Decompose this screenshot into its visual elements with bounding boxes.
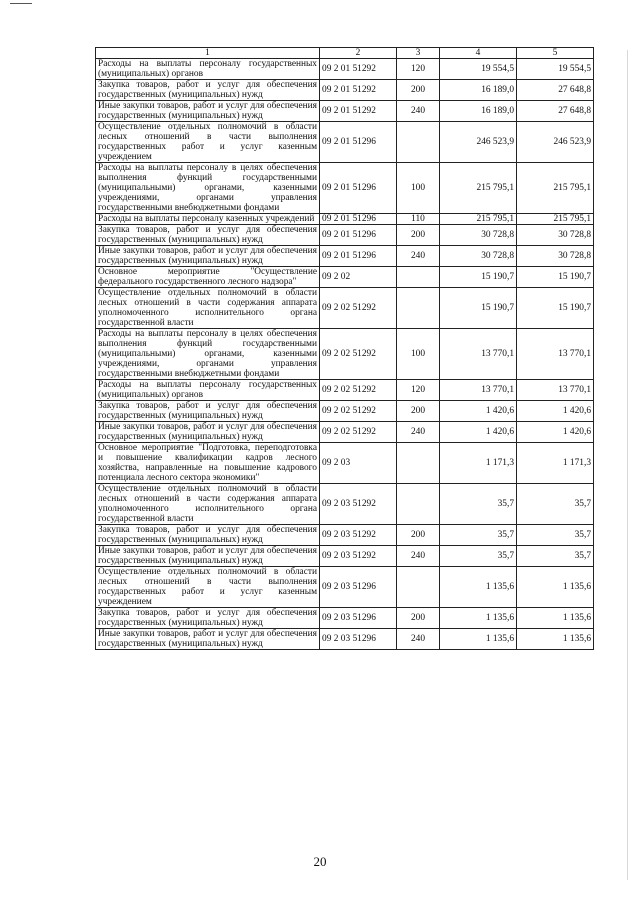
row-expense-type [397, 443, 440, 484]
row-value-2: 215 795,1 [517, 214, 594, 225]
row-value-1: 1 420,6 [440, 422, 517, 443]
row-name: Расходы на выплаты персоналу в целях обеспечения выполнения функций государственными (муниципальными) органами, казенными учреждениями, органами управления государственными внебюджетными фондами [96, 163, 320, 214]
row-code: 09 2 02 51292 [320, 329, 397, 380]
table-row [96, 484, 594, 525]
row-value-1: 15 190,7 [440, 288, 517, 329]
row-name: Иные закупки товаров, работ и услуг для обеспечения государственных (муниципальных) нужд [96, 546, 320, 567]
row-name: Закупка товаров, работ и услуг для обеспечения государственных (муниципальных) нужд [96, 608, 320, 629]
row-code: 09 2 02 51292 [320, 288, 397, 329]
row-value-2: 246 523,9 [517, 122, 594, 163]
header-col-1: 1 [96, 48, 320, 59]
row-code: 09 2 01 51296 [320, 225, 397, 246]
row-name: Закупка товаров, работ и услуг для обеспечения государственных (муниципальных) нужд [96, 525, 320, 546]
row-code: 09 2 01 51296 [320, 246, 397, 267]
row-code: 09 2 01 51292 [320, 59, 397, 80]
row-name: Иные закупки товаров, работ и услуг для обеспечения государственных (муниципальных) нужд [96, 101, 320, 122]
row-name: Иные закупки товаров, работ и услуг для обеспечения государственных (муниципальных) нужд [96, 422, 320, 443]
table-body [96, 59, 594, 650]
row-expense-type [397, 288, 440, 329]
row-name: Расходы на выплаты персоналу казенных учреждений [96, 214, 320, 225]
row-code: 09 2 02 51292 [320, 422, 397, 443]
row-expense-type: 200 [397, 525, 440, 546]
row-expense-type: 240 [397, 422, 440, 443]
row-expense-type [397, 567, 440, 608]
table-row [96, 59, 594, 80]
header-col-2: 2 [320, 48, 397, 59]
row-code: 09 2 03 51296 [320, 608, 397, 629]
row-name: Расходы на выплаты персоналу государственных (муниципальных) органов [96, 59, 320, 80]
scan-artifact-mark [10, 3, 32, 4]
row-name: Основное мероприятие "Подготовка, переподготовка и повышение квалификации кадров лесного хозяйства, направленные на повышение кадрового потенциала лесного сектора экономики" [96, 443, 320, 484]
row-name: Осуществление отдельных полномочий в области лесных отношений в части содержания аппарата уполномоченного исполнительного органа государственной власти [96, 484, 320, 525]
row-expense-type: 100 [397, 329, 440, 380]
row-value-2: 215 795,1 [517, 163, 594, 214]
table-row [96, 443, 594, 484]
row-value-1: 15 190,7 [440, 267, 517, 288]
table-row [96, 525, 594, 546]
row-name: Расходы на выплаты персоналу в целях обеспечения выполнения функций государственными (муниципальными) органами, казенными учреждениями, органами управления государственными внебюджетными фондами [96, 329, 320, 380]
row-name: Закупка товаров, работ и услуг для обеспечения государственных (муниципальных) нужд [96, 80, 320, 101]
table-row [96, 246, 594, 267]
row-expense-type [397, 484, 440, 525]
row-value-2: 35,7 [517, 546, 594, 567]
row-code: 09 2 03 51296 [320, 567, 397, 608]
row-name: Осуществление отдельных полномочий в области лесных отношений в части выполнения государственных работ и услуг казенным учреждением [96, 567, 320, 608]
row-expense-type [397, 122, 440, 163]
row-name: Закупка товаров, работ и услуг для обеспечения государственных (муниципальных) нужд [96, 225, 320, 246]
row-code: 09 2 02 [320, 267, 397, 288]
row-value-2: 30 728,8 [517, 246, 594, 267]
row-code: 09 2 03 51292 [320, 546, 397, 567]
row-expense-type: 240 [397, 629, 440, 650]
row-expense-type: 240 [397, 546, 440, 567]
table-row [96, 380, 594, 401]
row-value-2: 13 770,1 [517, 380, 594, 401]
table-row [96, 101, 594, 122]
table-row [96, 422, 594, 443]
row-value-1: 30 728,8 [440, 225, 517, 246]
row-value-1: 35,7 [440, 484, 517, 525]
table-header [96, 48, 594, 59]
row-expense-type: 100 [397, 163, 440, 214]
row-value-1: 19 554,5 [440, 59, 517, 80]
row-name: Расходы на выплаты персоналу государственных (муниципальных) органов [96, 380, 320, 401]
row-value-2: 1 420,6 [517, 422, 594, 443]
row-name: Основное мероприятие "Осуществление федерального государственного лесного надзора" [96, 267, 320, 288]
table-row [96, 288, 594, 329]
table-row [96, 225, 594, 246]
row-expense-type: 120 [397, 59, 440, 80]
row-value-1: 13 770,1 [440, 329, 517, 380]
row-value-2: 19 554,5 [517, 59, 594, 80]
row-expense-type: 200 [397, 80, 440, 101]
row-code: 09 2 03 51292 [320, 525, 397, 546]
row-value-1: 215 795,1 [440, 214, 517, 225]
row-expense-type: 240 [397, 101, 440, 122]
row-value-1: 246 523,9 [440, 122, 517, 163]
row-value-1: 1 420,6 [440, 401, 517, 422]
row-value-1: 1 135,6 [440, 629, 517, 650]
row-name: Осуществление отдельных полномочий в области лесных отношений в части содержания аппарата уполномоченного исполнительного органа государственной власти [96, 288, 320, 329]
table-row [96, 567, 594, 608]
row-value-2: 30 728,8 [517, 225, 594, 246]
row-code: 09 2 01 51296 [320, 214, 397, 225]
table-row [96, 629, 594, 650]
table-row [96, 546, 594, 567]
row-name: Закупка товаров, работ и услуг для обеспечения государственных (муниципальных) нужд [96, 401, 320, 422]
row-value-1: 13 770,1 [440, 380, 517, 401]
row-value-2: 15 190,7 [517, 267, 594, 288]
table-row [96, 214, 594, 225]
table-row [96, 608, 594, 629]
row-value-1: 16 189,0 [440, 101, 517, 122]
header-col-4: 4 [440, 48, 517, 59]
scan-edge-line [627, 50, 628, 880]
row-name: Осуществление отдельных полномочий в области лесных отношений в части выполнения государственных работ и услуг казенным учреждением [96, 122, 320, 163]
row-value-2: 13 770,1 [517, 329, 594, 380]
row-value-1: 30 728,8 [440, 246, 517, 267]
row-code: 09 2 01 51292 [320, 101, 397, 122]
page-number: 20 [313, 854, 327, 869]
row-value-2: 27 648,8 [517, 80, 594, 101]
row-value-1: 1 135,6 [440, 567, 517, 608]
row-value-2: 1 135,6 [517, 629, 594, 650]
row-code: 09 2 02 51292 [320, 380, 397, 401]
row-code: 09 2 01 51296 [320, 122, 397, 163]
row-value-2: 15 190,7 [517, 288, 594, 329]
row-value-1: 35,7 [440, 546, 517, 567]
header-row [96, 48, 594, 59]
table-row [96, 122, 594, 163]
row-expense-type: 110 [397, 214, 440, 225]
header-col-5: 5 [517, 48, 594, 59]
row-code: 09 2 02 51292 [320, 401, 397, 422]
row-code: 09 2 03 [320, 443, 397, 484]
row-expense-type [397, 267, 440, 288]
row-code: 09 2 03 51292 [320, 484, 397, 525]
row-code: 09 2 03 51296 [320, 629, 397, 650]
row-code: 09 2 01 51292 [320, 80, 397, 101]
row-name: Иные закупки товаров, работ и услуг для обеспечения государственных (муниципальных) нужд [96, 246, 320, 267]
row-value-2: 35,7 [517, 525, 594, 546]
row-expense-type: 120 [397, 380, 440, 401]
row-value-1: 215 795,1 [440, 163, 517, 214]
row-value-1: 1 171,3 [440, 443, 517, 484]
row-expense-type: 240 [397, 246, 440, 267]
table-row [96, 163, 594, 214]
row-expense-type: 200 [397, 225, 440, 246]
row-value-1: 35,7 [440, 525, 517, 546]
row-value-2: 1 420,6 [517, 401, 594, 422]
row-value-1: 1 135,6 [440, 608, 517, 629]
row-value-2: 27 648,8 [517, 101, 594, 122]
budget-table [95, 47, 594, 650]
table-row [96, 80, 594, 101]
row-expense-type: 200 [397, 401, 440, 422]
table-row [96, 267, 594, 288]
row-code: 09 2 01 51296 [320, 163, 397, 214]
row-expense-type: 200 [397, 608, 440, 629]
row-name: Иные закупки товаров, работ и услуг для обеспечения государственных (муниципальных) нужд [96, 629, 320, 650]
table-row [96, 329, 594, 380]
row-value-2: 1 135,6 [517, 608, 594, 629]
header-col-3: 3 [397, 48, 440, 59]
row-value-2: 1 135,6 [517, 567, 594, 608]
row-value-1: 16 189,0 [440, 80, 517, 101]
table-row [96, 401, 594, 422]
row-value-2: 35,7 [517, 484, 594, 525]
row-value-2: 1 171,3 [517, 443, 594, 484]
